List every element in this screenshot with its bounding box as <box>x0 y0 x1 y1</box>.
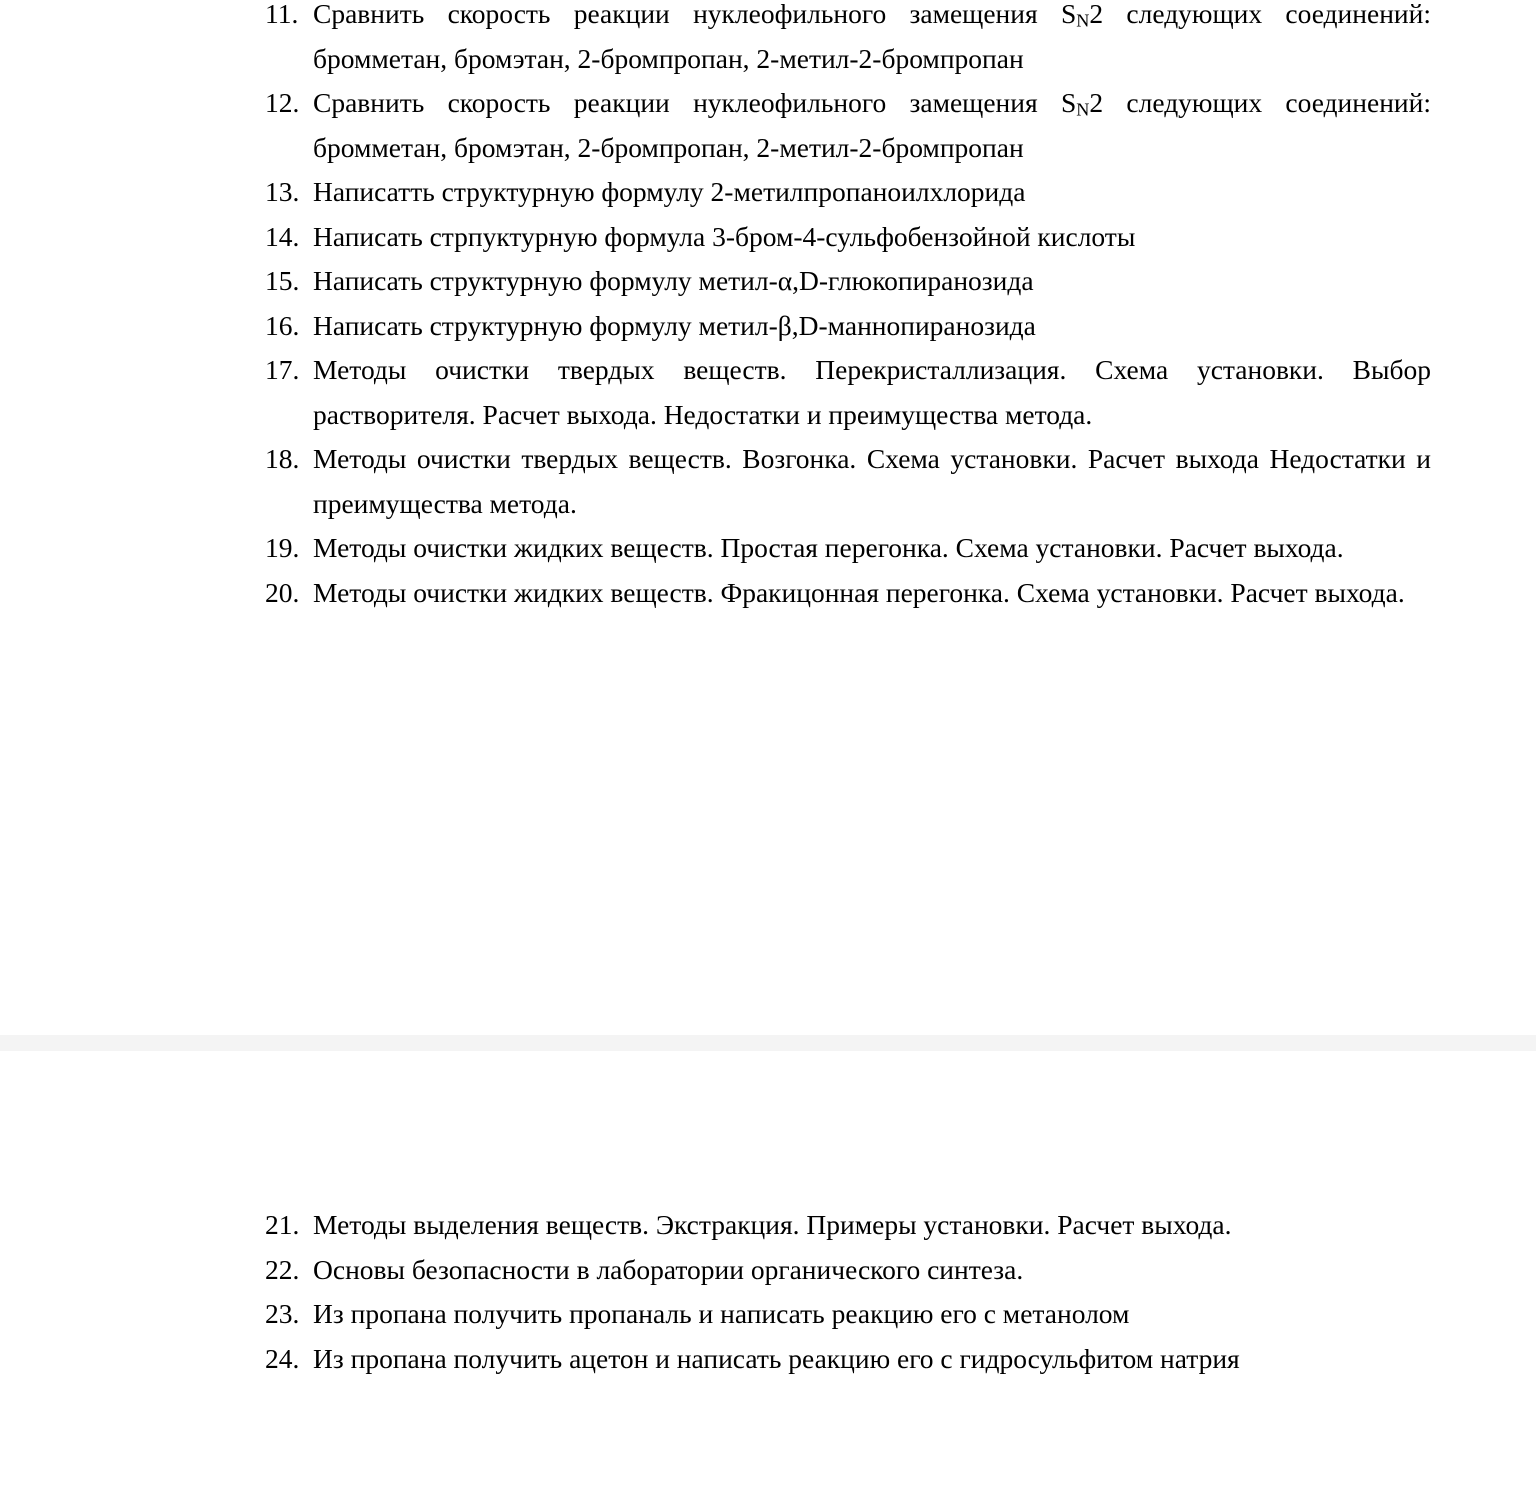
question-number: 24. <box>265 1342 300 1374</box>
question-text: Написать структурную формулу метил-α,D-глюкопиранозида <box>313 265 1034 296</box>
question-item <box>265 170 1431 215</box>
question-item <box>265 348 1431 437</box>
question-number: 19. <box>265 532 300 563</box>
question-item <box>265 1292 1431 1337</box>
question-number: 18. <box>265 443 300 474</box>
question-item <box>265 437 1431 526</box>
question-number: 13. <box>265 176 300 207</box>
subscript-n: N <box>1076 10 1090 31</box>
subscript-n: N <box>1076 99 1090 120</box>
question-text: Написать стрпуктурную формула 3-бром-4-сульфобензойной кислоты <box>313 220 1136 252</box>
question-text: Сравнить скорость реакции нуклеофильного замещения $S_N2$ следующих соединений: бромметан, бромэтан, 2-бромпропан, 2-метил-2-бромпропан <box>313 87 1431 163</box>
question-list-page-one <box>265 0 1431 615</box>
question-number: 16. <box>265 309 300 341</box>
question-item <box>265 1203 1431 1248</box>
question-item <box>265 81 1431 170</box>
question-item <box>265 215 1431 260</box>
question-text: Из пропана получить пропаналь и написать реакцию его с метанолом <box>313 1298 1130 1329</box>
question-number: 20. <box>265 576 300 608</box>
question-item <box>265 0 1431 81</box>
question-text: Методы очистки жидких веществ. Простая перегонка. Схема установки. Расчет выхода. <box>313 532 1344 563</box>
question-item <box>265 1337 1431 1382</box>
question-text: Основы безопасности в лаборатории органического синтеза. <box>313 1253 1024 1285</box>
question-number: 17. <box>265 354 300 385</box>
page-one-content <box>265 0 1431 615</box>
question-item <box>265 571 1431 616</box>
question-item <box>265 304 1431 349</box>
page-two-content <box>265 1203 1431 1381</box>
question-text: Методы очистки твердых веществ. Возгонка. Схема установки. Расчет выхода Недостатки и преимущества метода. <box>313 443 1431 519</box>
question-text: Методы выделения веществ. Экстракция. Примеры установки. Расчет выхода. <box>313 1209 1232 1240</box>
question-number: 22. <box>265 1253 300 1285</box>
page-break-separator <box>0 1035 1536 1051</box>
question-text: Написать структурную формулу метил-β,D-маннопиранозида <box>313 309 1036 341</box>
question-number: 15. <box>265 265 300 296</box>
question-text: Сравнить скорость реакции нуклеофильного замещения $S_N2$ следующих соединений: бромметан, бромэтан, 2-бромпропан, 2-метил-2-бромпропан <box>313 0 1431 74</box>
question-number: 11. <box>265 0 299 29</box>
question-text: Методы очистки жидких веществ. Фракицонная перегонка. Схема установки. Расчет выхода. <box>313 576 1405 608</box>
question-number: 21. <box>265 1209 300 1240</box>
question-text: Методы очистки твердых веществ. Перекристаллизация. Схема установки. Выбор растворителя. Расчет выхода. Недостатки и преимущества метода. <box>313 354 1431 430</box>
question-number: 14. <box>265 220 300 252</box>
question-list-page-two <box>265 1203 1431 1381</box>
question-item <box>265 1248 1431 1293</box>
question-text: Из пропана получить ацетон и написать реакцию его с гидросульфитом натрия <box>313 1342 1240 1374</box>
question-number: 12. <box>265 87 300 118</box>
question-number: 23. <box>265 1298 300 1329</box>
question-text: Написатть структурную формулу 2-метилпропаноилхлорида <box>313 176 1026 207</box>
document-page-two <box>0 1051 1536 1490</box>
question-item <box>265 259 1431 304</box>
question-item <box>265 526 1431 571</box>
